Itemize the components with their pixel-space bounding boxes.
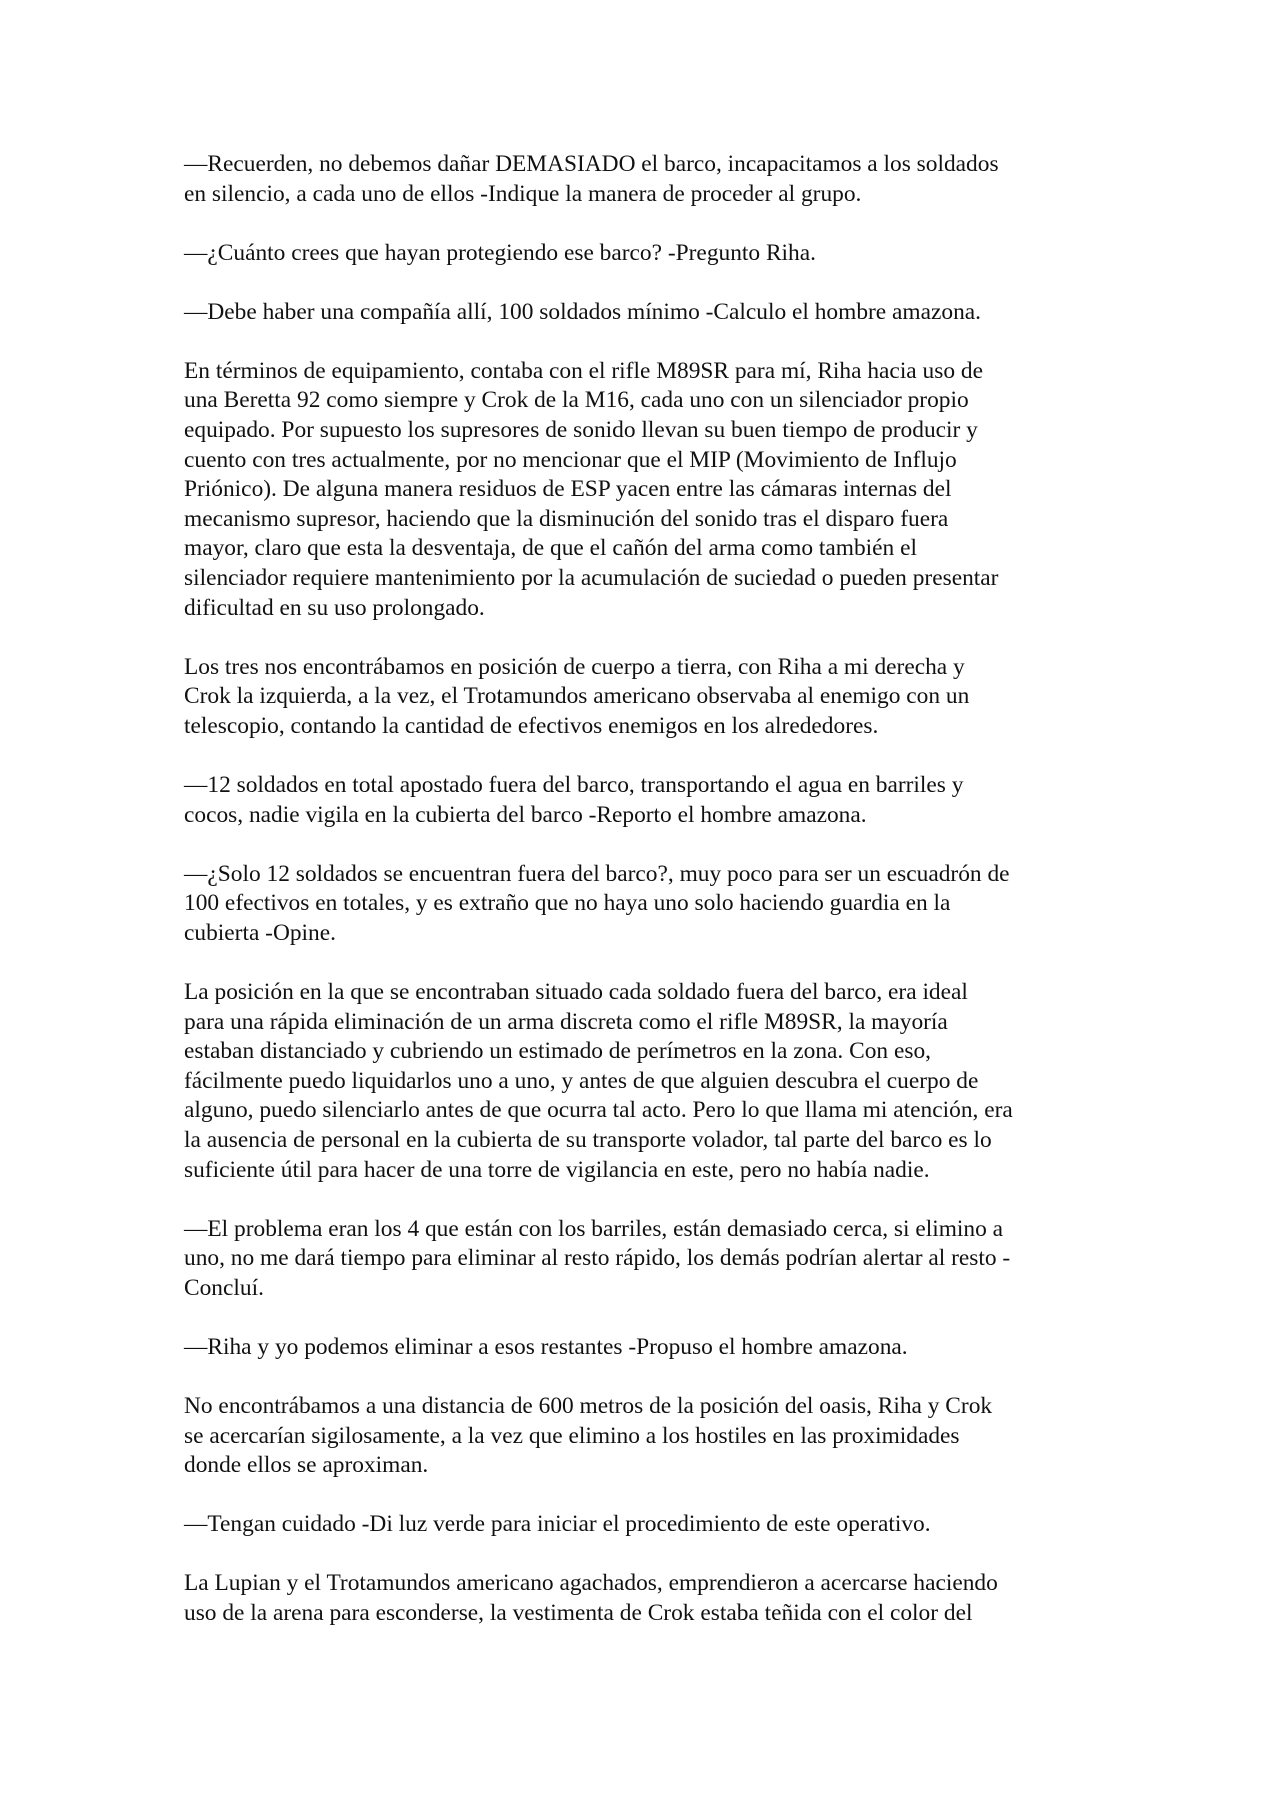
paragraph-8 bbox=[184, 978, 1114, 1185]
text-line: mecanismo supresor, haciendo que la disminución del sonido tras el disparo fuera bbox=[184, 505, 949, 532]
paragraph-10 bbox=[184, 1333, 1114, 1363]
text-line: donde ellos se aproximan. bbox=[184, 1452, 429, 1479]
paragraph-12 bbox=[184, 1510, 1114, 1540]
text-line: una Beretta 92 como siempre y Crok de la M16, cada uno con un silenciador propio bbox=[184, 387, 969, 414]
paragraph-5 bbox=[184, 653, 1114, 742]
paragraph-7 bbox=[184, 860, 1114, 949]
text-line: fácilmente puedo liquidarlos uno a uno, y antes de que alguien descubra el cuerpo de bbox=[184, 1067, 979, 1094]
text-line: En términos de equipamiento, contaba con el rifle M89SR para mí, Riha hacia uso de bbox=[184, 357, 983, 384]
text-line: Los tres nos encontrábamos en posición de cuerpo a tierra, con Riha a mi derecha y bbox=[184, 653, 965, 680]
text-line: telescopio, contando la cantidad de efectivos enemigos en los alrededores. bbox=[184, 712, 879, 739]
text-line: silenciador requiere mantenimiento por la acumulación de suciedad o pueden presentar bbox=[184, 565, 999, 592]
paragraph-2 bbox=[184, 239, 1114, 269]
text-line: la ausencia de personal en la cubierta de su transporte volador, tal parte del barco es lo bbox=[184, 1126, 992, 1153]
paragraph-9 bbox=[184, 1215, 1114, 1304]
text-line: Priónico). De alguna manera residuos de ESP yacen entre las cámaras internas del bbox=[184, 476, 952, 503]
text-line: —Riha y yo podemos eliminar a esos restantes -Propuso el hombre amazona. bbox=[184, 1333, 908, 1360]
text-line: en silencio, a cada uno de ellos -Indique la manera de proceder al grupo. bbox=[184, 180, 862, 207]
text-line: estaban distanciado y cubriendo un estimado de perímetros en la zona. Con eso, bbox=[184, 1038, 931, 1065]
text-line: suficiente útil para hacer de una torre de vigilancia en este, pero no había nadie. bbox=[184, 1156, 930, 1183]
text-line: No encontrábamos a una distancia de 600 metros de la posición del oasis, Riha y Crok bbox=[184, 1393, 993, 1419]
text-line: —Recuerden, no debemos dañar DEMASIADO el barco, incapacitamos a los soldados bbox=[184, 151, 999, 177]
text-line: Concluí. bbox=[184, 1274, 264, 1301]
text-line: equipado. Por supuesto los supresores de sonido llevan su buen tiempo de producir y bbox=[184, 417, 978, 444]
text-line: —¿Solo 12 soldados se encuentran fuera del barco?, muy poco para ser un escuadrón de bbox=[184, 860, 1010, 887]
text-line: cuento con tres actualmente, por no mencionar que el MIP (Movimiento de Influjo bbox=[184, 446, 957, 473]
text-line: alguno, puedo silenciarlo antes de que ocurra tal acto. Pero lo que llama mi atención, era bbox=[184, 1097, 1013, 1124]
text-line: cubierta -Opine. bbox=[184, 919, 336, 946]
paragraph-3 bbox=[184, 298, 1114, 328]
text-line: mayor, claro que esta la desventaja, de que el cañón del arma como también el bbox=[184, 535, 917, 562]
paragraph-1 bbox=[184, 150, 1114, 209]
paragraph-6 bbox=[184, 771, 1114, 830]
text-line: —Tengan cuidado -Di luz verde para iniciar el procedimiento de este operativo. bbox=[184, 1511, 931, 1538]
paragraph-11 bbox=[184, 1392, 1114, 1481]
text-line: 100 efectivos en totales, y es extraño que no haya uno solo haciendo guardia en la bbox=[184, 890, 951, 917]
text-line: Crok la izquierda, a la vez, el Trotamundos americano observaba al enemigo con un bbox=[184, 683, 970, 710]
text-line: uso de la arena para esconderse, la vestimenta de Crok estaba teñida con el color del bbox=[184, 1599, 973, 1626]
document-page bbox=[184, 150, 1114, 1658]
text-line: cocos, nadie vigila en la cubierta del barco -Reporto el hombre amazona. bbox=[184, 801, 867, 828]
text-line: —12 soldados en total apostado fuera del barco, transportando el agua en barriles y bbox=[184, 772, 964, 798]
text-line: —¿Cuánto crees que hayan protegiendo ese barco? -Pregunto Riha. bbox=[184, 239, 816, 266]
text-line: —El problema eran los 4 que están con los barriles, están demasiado cerca, si elimino a bbox=[184, 1215, 1004, 1242]
text-line: La Lupian y el Trotamundos americano agachados, emprendieron a acercarse haciendo bbox=[184, 1570, 998, 1597]
paragraph-4 bbox=[184, 357, 1114, 623]
text-line: para una rápida eliminación de un arma discreta como el rifle M89SR, la mayoría bbox=[184, 1008, 948, 1035]
text-line: se acercarían sigilosamente, a la vez que elimino a los hostiles en las proximidades bbox=[184, 1422, 960, 1449]
text-line: La posición en la que se encontraban situado cada soldado fuera del barco, era ideal bbox=[184, 978, 968, 1005]
text-line: uno, no me dará tiempo para eliminar al resto rápido, los demás podrían alertar al resto - bbox=[184, 1245, 1011, 1272]
text-line: dificultad en su uso prolongado. bbox=[184, 594, 485, 621]
text-line: —Debe haber una compañía allí, 100 soldados mínimo -Calculo el hombre amazona. bbox=[184, 298, 981, 325]
paragraph-13 bbox=[184, 1569, 1114, 1628]
